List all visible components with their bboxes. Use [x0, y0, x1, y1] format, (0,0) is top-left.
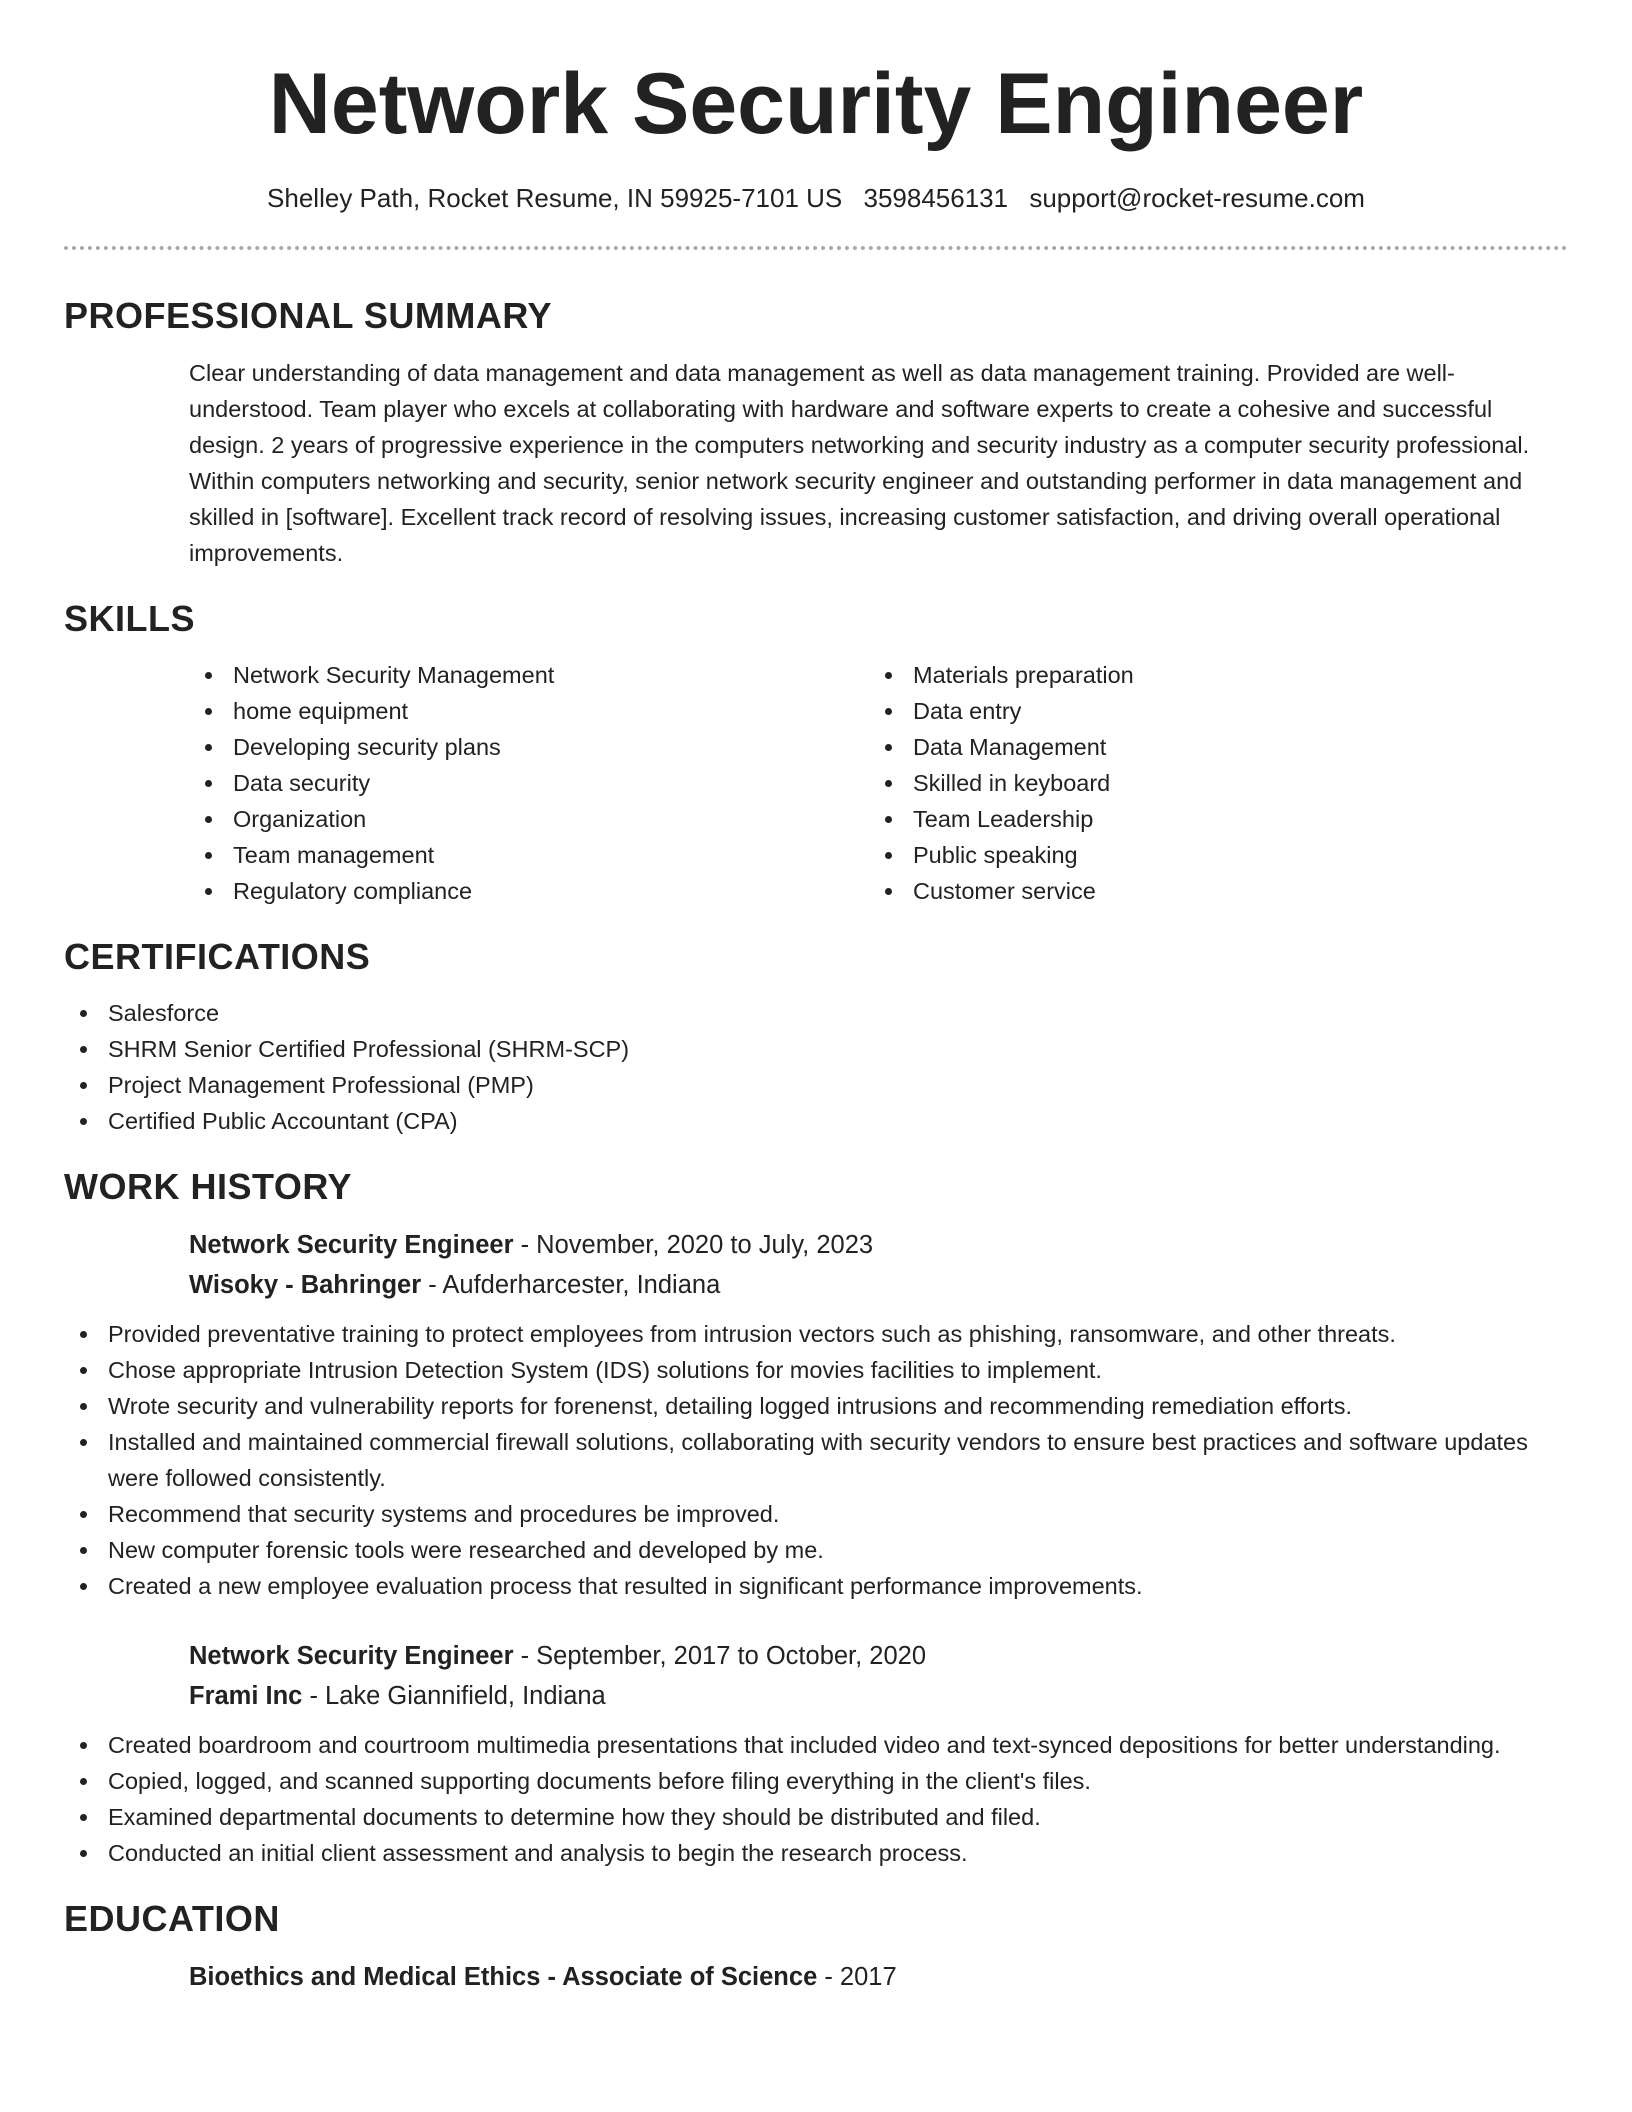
education-heading: EDUCATION [64, 1898, 280, 1939]
job-bullet: Wrote security and vulnerability reports for forenenst, detailing logged intrusions and recommending remediation efforts. [64, 1388, 1568, 1424]
job-bullet: Examined departmental documents to determine how they should be distributed and filed. [64, 1799, 1568, 1835]
skill-item: Regulatory compliance [189, 873, 869, 909]
certification-item: Project Management Professional (PMP) [64, 1067, 1568, 1103]
education-year: - 2017 [817, 1963, 897, 1991]
skill-item: Data Management [869, 729, 1549, 765]
job-bullet: Recommend that security systems and procedures be improved. [64, 1496, 1568, 1532]
skills-heading: SKILLS [64, 598, 196, 639]
job-company: Wisoky - Bahringer [189, 1271, 422, 1299]
skill-item: Public speaking [869, 837, 1549, 873]
job-bullets [64, 1727, 1568, 1871]
resume-name: Network Security Engineer [268, 56, 1364, 152]
job-dates: - September, 2017 to October, 2020 [513, 1642, 927, 1670]
skill-item: home equipment [189, 693, 869, 729]
job-role: Network Security Engineer [189, 1642, 514, 1670]
job-company-line [189, 1676, 1568, 1716]
skill-item: Materials preparation [869, 657, 1549, 693]
job-entry [189, 1225, 1568, 1305]
job-company: Frami Inc [189, 1682, 303, 1710]
certification-item: SHRM Senior Certified Professional (SHRM-SCP) [64, 1031, 1568, 1067]
job-location: - Lake Giannifield, Indiana [302, 1682, 606, 1710]
certification-item: Salesforce [64, 995, 1568, 1031]
summary-heading: PROFESSIONAL SUMMARY [64, 295, 553, 336]
skill-item: Customer service [869, 873, 1549, 909]
job-bullet: Conducted an initial client assessment and analysis to begin the research process. [64, 1835, 1568, 1871]
skill-item: Team management [189, 837, 869, 873]
skill-item: Skilled in keyboard [869, 765, 1549, 801]
certifications-list [64, 995, 1568, 1139]
skills-list [189, 657, 1568, 909]
contact-line [64, 180, 1568, 216]
job-bullet: Chose appropriate Intrusion Detection System (IDS) solutions for movies facilities to implement. [64, 1352, 1568, 1388]
job-bullet: Copied, logged, and scanned supporting documents before filing everything in the client's files. [64, 1763, 1568, 1799]
job-role: Network Security Engineer [189, 1231, 514, 1259]
skills-column-right [869, 657, 1549, 909]
skills-column-left [189, 657, 869, 909]
contact-email[interactable]: support@rocket-resume.com [1029, 183, 1365, 213]
job-entry [189, 1636, 1568, 1716]
header-divider [64, 246, 1568, 250]
skill-item: Team Leadership [869, 801, 1549, 837]
skill-item: Developing security plans [189, 729, 869, 765]
work-history-heading: WORK HISTORY [64, 1166, 353, 1207]
certifications-heading: CERTIFICATIONS [64, 936, 371, 977]
skill-item: Organization [189, 801, 869, 837]
certification-item: Certified Public Accountant (CPA) [64, 1103, 1568, 1139]
job-bullet: Created a new employee evaluation process that resulted in significant performance improvements. [64, 1568, 1568, 1604]
job-location: - Aufderharcester, Indiana [421, 1271, 721, 1299]
job-bullets [64, 1316, 1568, 1604]
job-title-line [189, 1636, 1568, 1676]
job-bullet: Created boardroom and courtroom multimedia presentations that included video and text-synced depositions for better understanding. [64, 1727, 1568, 1763]
skill-item: Data security [189, 765, 869, 801]
job-bullet: Installed and maintained commercial firewall solutions, collaborating with security vendors to ensure best practices and software updates were followed consistently. [64, 1424, 1568, 1496]
job-title-line [189, 1225, 1568, 1265]
job-bullet: New computer forensic tools were researched and developed by me. [64, 1532, 1568, 1568]
job-bullet: Provided preventative training to protect employees from intrusion vectors such as phishing, ransomware, and other threats. [64, 1316, 1568, 1352]
job-company-line [189, 1265, 1568, 1305]
contact-phone[interactable]: 3598456131 [863, 183, 1009, 213]
summary-text: Clear understanding of data management and data management as well as data management training. Provided are well-understood. Team player who excels at collaborating with hardware and software experts to create a cohesive and successful design. 2 years of progressive experience in the computers networking and security industry as a computer security professional. Within computers networking and security, senior network security engineer and outstanding performer in data management and skilled in [software]. Excellent track record of resolving issues, increasing customer satisfaction, and driving overall operational improvements. [189, 360, 1530, 566]
education-entry [189, 1957, 1568, 1997]
education-degree: Bioethics and Medical Ethics - Associate of Science [189, 1963, 818, 1991]
resume-page [64, 0, 1568, 1997]
contact-address: Shelley Path, Rocket Resume, IN 59925-7101 US [267, 183, 843, 213]
skill-item: Data entry [869, 693, 1549, 729]
job-dates: - November, 2020 to July, 2023 [513, 1231, 874, 1259]
skill-item: Network Security Management [189, 657, 869, 693]
